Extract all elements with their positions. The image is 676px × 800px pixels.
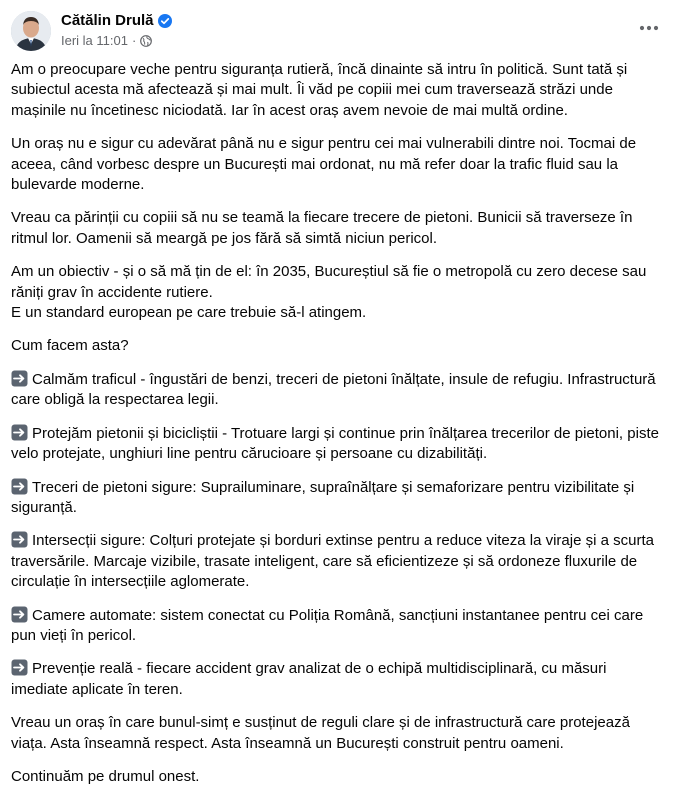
post-body: [11, 60, 667, 800]
right-arrow-emoji-icon: [11, 478, 28, 495]
bullet-text: Protejăm pietonii și bicicliștii - Trotuare largi și continue prin înălțarea trecerilor de pietoni, piste velo protejate, unghiuri line pentru cărucioare și persoane cu dizabilități.: [11, 424, 659, 463]
bullet-item: [11, 606, 667, 647]
right-arrow-emoji-icon: [11, 531, 28, 548]
author-name[interactable]: Cătălin Drulă: [61, 12, 154, 29]
right-arrow-emoji-icon: [11, 370, 28, 387]
author-avatar[interactable]: [11, 11, 51, 51]
bullet-item: [11, 531, 667, 592]
bullet-item: [11, 370, 667, 411]
paragraph: Continuăm pe drumul onest.: [11, 767, 200, 785]
more-options-button[interactable]: [631, 9, 667, 45]
author-name-row: [61, 12, 172, 29]
right-arrow-emoji-icon: [11, 659, 28, 676]
more-options-icon: [639, 18, 659, 36]
post-header: [0, 0, 676, 56]
paragraph: Vreau un oraș în care bunul-simț e susținut de reguli clare și de infrastructură care protejează viața. Asta înseamnă respect. Asta înseamnă un București construit pentru oameni.: [11, 714, 630, 752]
bullet-item: [11, 478, 667, 519]
globe-icon[interactable]: [140, 35, 152, 47]
right-arrow-emoji-icon: [11, 606, 28, 623]
right-arrow-emoji-icon: [11, 424, 28, 441]
post-meta: [61, 33, 152, 48]
paragraph-goal-line-2: E un standard european pe care trebuie să-l atingem.: [11, 304, 367, 322]
paragraph: Cum facem asta?: [11, 337, 129, 355]
paragraph: Un oraș nu e sigur cu adevărat până nu e sigur pentru cei mai vulnerabili dintre noi. Tocmai de aceea, când vorbesc despre un București mai ordonat, nu mă refer doar la trafic fluid sau la bulevarde moderne.: [11, 135, 637, 194]
post-timestamp[interactable]: Ieri la 11:01: [61, 33, 128, 48]
paragraph-goal: [11, 262, 667, 323]
bullet-text: Camere automate: sistem conectat cu Poliția Română, sancțiuni instantanee pentru cei care pun vieți în pericol.: [11, 606, 644, 644]
avatar-photo: [11, 11, 51, 51]
paragraph-goal-line-1: Am un obiectiv - și o să mă țin de el: în 2035, Bucureștiul să fie o metropolă cu zero decese sau răniți grav în accidente rutiere.: [11, 263, 647, 301]
bullet-text: Intersecții sigure: Colțuri protejate și borduri extinse pentru a reduce viteza la viraje și a scurta traversările. Marcaje vizibile, trasate inteligent, care să eficientizeze și să ordoneze fluxurile de circulație în intersecțiile aglomerate.: [11, 532, 654, 591]
paragraph: Vreau ca părinții cu copiii să nu se teamă la fiecare trecere de pietoni. Bunicii să traverseze în ritmul lor. Oamenii să meargă pe jos fără să simtă niciun pericol.: [11, 209, 633, 247]
bullet-text: Prevenție reală - fiecare accident grav analizat de o echipă multidisciplinară, cu măsuri imediate aplicate în teren.: [11, 660, 607, 698]
bullet-item: [11, 659, 667, 700]
paragraph: Am o preocupare veche pentru siguranța rutieră, încă dinainte să intru în politică. Sunt tată și subiectul acesta mă afectează și mai mult. Îi văd pe copiii mei cum traversează străzi unde mașinile nu încetinesc niciodată. Iar în acest oraș avem nevoie de mai multă ordine.: [11, 61, 628, 119]
meta-separator: ·: [131, 33, 137, 48]
bullet-text: Treceri de pietoni sigure: Suprailuminare, supraînălțare și semaforizare pentru vizibilitate și siguranță.: [11, 478, 635, 516]
bullet-item: [11, 424, 667, 465]
bullet-text: Calmăm traficul - îngustări de benzi, treceri de pietoni înălțate, insule de refugiu. Infrastructură care obligă la respectarea legii.: [11, 370, 656, 409]
verified-badge-icon: [158, 14, 172, 28]
